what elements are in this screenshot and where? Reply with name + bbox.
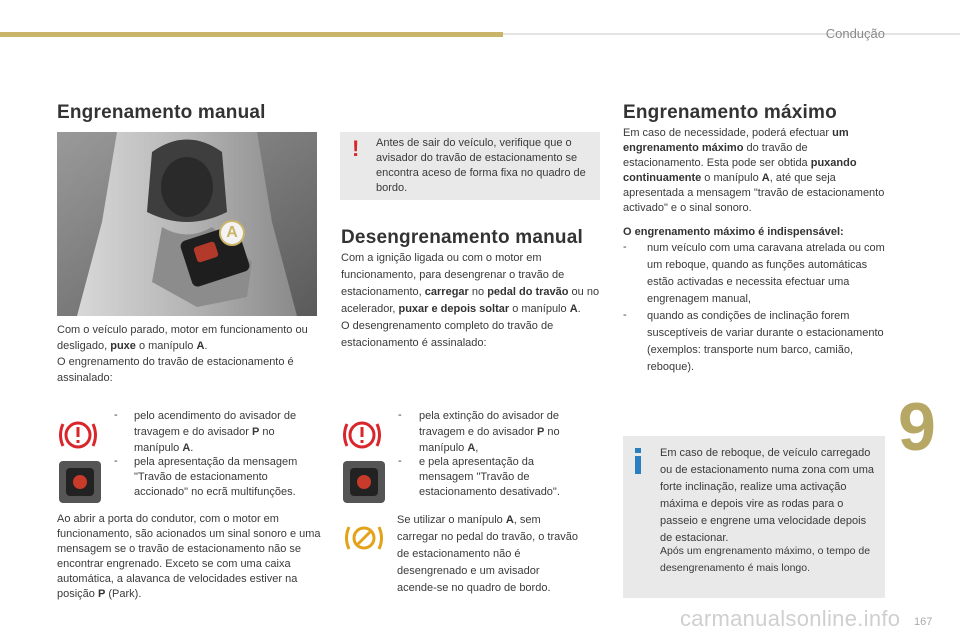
disengage-footer-text: Se utilizar o manípulo A, sem carregar no pedal do travão, o travão de estacionamento não é desengrenado e um avisador acende-se no quadro de bordo. [397, 514, 579, 594]
list-dash: - [623, 309, 627, 321]
manual-disengagement-title: Desengrenamento manual [341, 227, 583, 248]
warning-box [340, 132, 600, 200]
info-icon [635, 448, 641, 474]
disengage-signal-item-2: e pela apresentação da mensagem "Travão de estacionamento desativado". [419, 456, 560, 498]
brake-warning-icon [342, 418, 382, 452]
disengage-signal-item-1: pela extinção do avisador de travagem e do avisador P no manípulo A, [419, 410, 560, 454]
list-dash: - [398, 455, 402, 467]
header-accent-bar [0, 32, 503, 37]
max-engagement-title: Engrenamento máximo [623, 102, 837, 123]
section-title: Condução [825, 26, 885, 41]
manual-footer-text: Ao abrir a porta do condutor, com o motor em funcionamento, são acionados um sinal sonoro e uma mensagem se o travão de estacionamento não se encontrar engrenado. Exceto se com uma caixa automática, a alavanca de velocidades estiver na posição P (Park). [57, 513, 321, 600]
list-dash: - [114, 409, 118, 421]
parking-brake-illustration [57, 132, 317, 316]
brake-warning-icon [58, 418, 98, 452]
header-divider [503, 33, 960, 35]
max-engagement-text: Em caso de necessidade, poderá efectuar um engrenamento máximo do travão de estacionamento. Esta pode ser obtida puxando continuamente o manípulo A, até que seja apresentada a mensagem "travão de estacionamento activado" e o sinal sonoro. [623, 127, 885, 214]
list-dash: - [623, 241, 627, 253]
info-text-2: Após um engrenamento máximo, o tempo de desengrenamento é mais longo. [660, 545, 871, 574]
max-bullet-2: quando as condições de inclinação forem susceptíveis de variar durante o estacionamento (exemplos: transporte num barco, camião, reboque). [647, 310, 884, 373]
max-bullet-1: num veículo com uma caravana atrelada ou com um reboque, quando as funções automáticas estão activadas e necessita efectuar uma engrenagem manual, [647, 242, 885, 305]
lever-a-marker: A [219, 220, 245, 246]
parking-lever-icon [342, 460, 386, 504]
info-box [623, 436, 885, 598]
page-number: 167 [914, 616, 933, 628]
max-indispensable-subtitle: O engrenamento máximo é indispensável: [623, 226, 844, 238]
parking-brake-photo [57, 132, 317, 316]
list-dash: - [114, 455, 118, 467]
parking-lever-icon [58, 460, 102, 504]
warning-exclamation-icon: ! [352, 136, 360, 161]
warning-text: Antes de sair do veículo, verifique que o avisador do travão de estacionamento se encontra aceso de forma fixa no quadro de bordo. [376, 137, 586, 194]
watermark: carmanualsonline.info [680, 606, 901, 631]
brake-fault-icon [344, 522, 384, 554]
manual-signal-item-1: pelo acendimento do avisador de travagem e do avisador P no manípulo A. [134, 410, 297, 454]
manual-signal-item-2: pela apresentação da mensagem "Travão de estacionamento accionado" no ecrã multifunções. [134, 456, 298, 498]
manual-engagement-title: Engrenamento manual [57, 102, 266, 123]
disengage-text: Com a ignição ligada ou com o motor em funcionamento, para desengrenar o travão de estacionamento, carregar no pedal do travão ou no acelerador, puxar e depois soltar o manípulo A. O desengrenamento completo do travão de estacionamento é assinalado: [341, 252, 600, 349]
manual-intro-text: Com o veículo parado, motor em funcionamento ou desligado, puxe o manípulo A. O engrenamento do travão de estacionamento é assinalado: [57, 324, 308, 384]
chapter-number: 9 [898, 389, 936, 465]
info-text-1: Em caso de reboque, de veículo carregado ou de estacionamento numa zona com uma forte inclinação, realize uma activação máxima e depois vire as rodas para o passeio e engrene uma velocidade depois de estacionar. [660, 447, 875, 544]
list-dash: - [398, 409, 402, 421]
